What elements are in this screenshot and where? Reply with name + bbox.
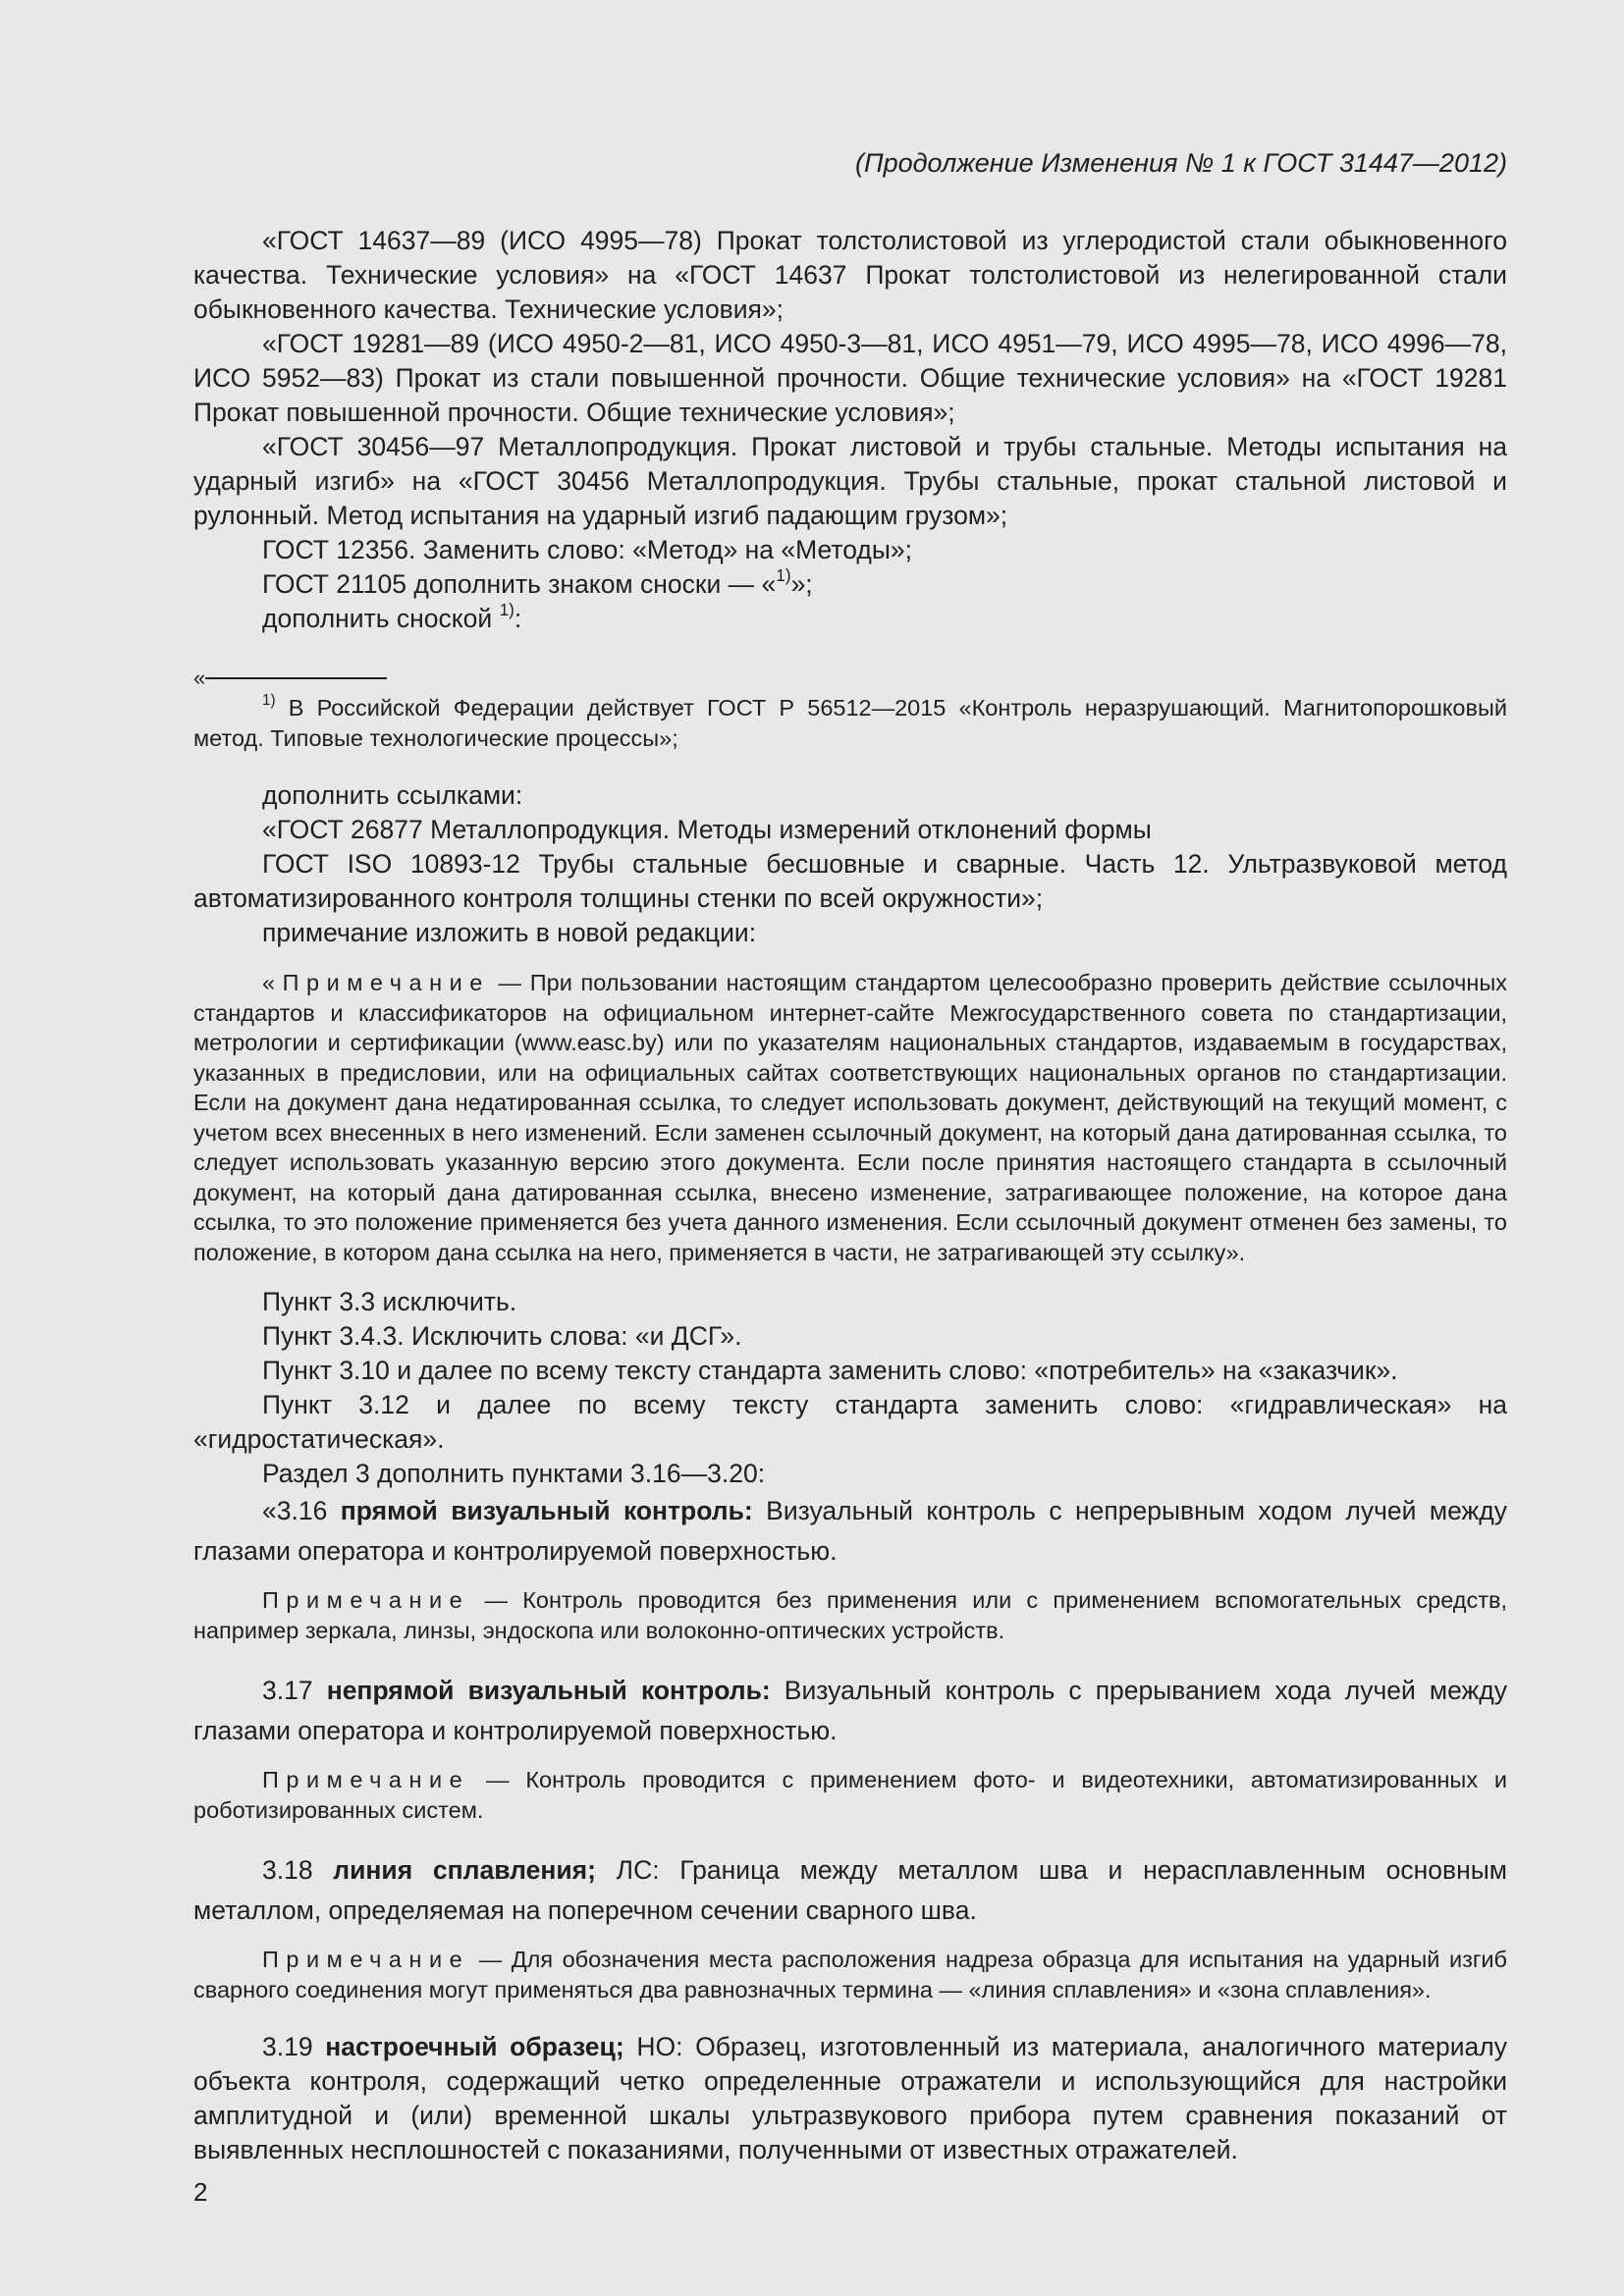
term-3-18-term: линия сплавления; xyxy=(333,1855,596,1885)
footnote-number: 1) xyxy=(262,691,276,709)
paragraph-add-refs: дополнить ссылками: xyxy=(262,780,523,810)
gost21105-text: ГОСТ 21105 дополнить знаком сноски — « xyxy=(262,569,777,599)
term-3-18-text: ЛС: Граница между металлом шва и нерасплавленным основным металлом, определяемая на поперечном сечении сварного шва. xyxy=(193,1855,1507,1925)
term-3-16-num: «3.16 xyxy=(262,1496,341,1525)
paragraph-gost14637: «ГОСТ 14637—89 (ИСО 4995—78) Прокат толстолистовой из углеродистой стали обыкновенного качества. Технические условия» на «ГОСТ 14637 Прокат толстолистовой из нелегированной стали обыкновенного качества. Технические условия»; xyxy=(193,226,1507,324)
term-3-19 xyxy=(193,2030,1507,2167)
paragraph-p310: Пункт 3.10 и далее по всему тексту стандарта заменить слово: «потребитель» на «заказчик». xyxy=(262,1356,1398,1385)
term-3-18 xyxy=(193,1850,1507,1931)
footnote-intro-text: дополнить сноской xyxy=(262,604,500,633)
term-3-17-text: Визуальный контроль с прерыванием хода лучей между глазами оператора и контролируемой поверхностью. xyxy=(193,1676,1507,1745)
paragraph-gost19281: «ГОСТ 19281—89 (ИСО 4950-2—81, ИСО 4950-3—81, ИСО 4951—79, ИСО 4995—78, ИСО 4996—78, ИСО 5952—83) Прокат из стали повышенной прочности. Общие технические условия» на «ГОСТ 19281 Прокат повышенной прочности. Общие технические условия»; xyxy=(193,329,1507,427)
note-main xyxy=(193,968,1507,1267)
note-3-17-label: Примечание xyxy=(262,1767,470,1792)
term-3-16-text: Визуальный контроль с непрерывным ходом лучей между глазами оператора и контролируемой поверхностью. xyxy=(193,1496,1507,1566)
paragraph-p312: Пункт 3.12 и далее по всему тексту стандарта заменить слово: «гидравлическая» на «гидростатическая». xyxy=(193,1390,1507,1454)
paragraph-footnote-intro xyxy=(193,599,1507,636)
term-3-19-term: настроечный образец; xyxy=(325,2032,624,2061)
term-3-18-num: 3.18 xyxy=(262,1855,334,1885)
note-3-16 xyxy=(193,1585,1507,1645)
term-3-19-num: 3.19 xyxy=(262,2032,326,2061)
page-number: 2 xyxy=(193,2177,208,2207)
paragraph-p343: Пункт 3.4.3. Исключить слова: «и ДСГ». xyxy=(262,1321,742,1351)
paragraph-gost30456: «ГОСТ 30456—97 Металлопродукция. Прокат листовой и трубы стальные. Методы испытания на ударный изгиб» на «ГОСТ 30456 Металлопродукция. Трубы стальные, прокат стальной листовой и рулонный. Метод испытания на ударный изгиб падающим грузом»; xyxy=(193,432,1507,530)
term-3-17-term: непрямой визуальный контроль: xyxy=(326,1676,771,1705)
footnote-separator xyxy=(193,667,1507,693)
footnote-intro-tail: : xyxy=(514,604,522,633)
page-header: (Продолжение Изменения № 1 к ГОСТ 31447—2012) xyxy=(855,148,1507,178)
paragraph-section3: Раздел 3 дополнить пунктами 3.16—3.20: xyxy=(262,1459,766,1488)
footnote-intro-ref: 1) xyxy=(499,599,514,619)
term-3-17 xyxy=(193,1671,1507,1751)
note-3-18-text: — Для обозначения места расположения надреза образца для испытания на ударный изгиб сварного соединения могут применяться два равнозначных термина — «линия сплавления» и «зона сплавления». xyxy=(193,1947,1507,2002)
note-main-text: — При пользовании настоящим стандартом целесообразно проверить действие ссылочных стандартов и классификаторов на официальном интернет-сайте Межгосударственного совета по стандартизации, метрологии и сертификации (www.easc.by) или по указателям национальных стандартов, издаваемым в государствах, указанных в предисловии, или на официальных сайтах соответствующих национальных органов по стандартизации. Если на документ дана недатированная ссылка, то следует использовать документ, действующий на текущий момент, с учетом всех внесенных в него изменений. Если заменен ссылочный документ, на который дана датированная ссылка, то следует использовать указанную версию этого документа. Если после принятия настоящего стандарта в ссылочный документ, на который дана датированная ссылка, внесено изменение, затрагивающее положение, на которое дана ссылка, то это положение применяется без учета данного изменения. Если ссылочный документ отменен без замены, то положение, в котором дана ссылка на него, применяется в части, не затрагивающей эту ссылку». xyxy=(193,970,1507,1265)
note-3-18-label: Примечание xyxy=(262,1947,470,1972)
gost21105-tail: »; xyxy=(790,569,813,599)
footnote-body: В Российской Федерации действует ГОСТ Р 56512—2015 «Контроль неразрушающий. Магнитопорошковый метод. Типовые технологические процессы»; xyxy=(193,695,1507,751)
term-3-16 xyxy=(193,1491,1507,1572)
term-3-16-term: прямой визуальный контроль: xyxy=(340,1496,753,1525)
note-3-16-text: — Контроль проводится без применения или с применением вспомогательных средств, например зеркала, линзы, эндоскопа или волоконно-оптических устройств. xyxy=(193,1587,1507,1643)
note-3-18 xyxy=(193,1945,1507,2004)
document-page xyxy=(193,145,1507,2210)
paragraph-p33: Пункт 3.3 исключить. xyxy=(262,1287,517,1316)
note-main-label: «Примечание xyxy=(262,970,490,995)
paragraph-note-intro: примечание изложить в новой редакции: xyxy=(262,918,757,947)
note-3-17 xyxy=(193,1765,1507,1825)
footnote-rule xyxy=(205,677,387,679)
paragraph-gost21105 xyxy=(193,564,1507,602)
note-3-17-text: — Контроль проводится с применением фото- и видеотехники, автоматизированных и роботизированных систем. xyxy=(193,1767,1507,1823)
footnote-ref: 1) xyxy=(776,564,791,585)
footnote-open-quote: « xyxy=(193,666,206,690)
paragraph-gost26877: «ГОСТ 26877 Металлопродукция. Методы измерений отклонений формы xyxy=(262,815,1152,844)
term-3-19-text: НО: Образец, изготовленный из материала, аналогичного материалу объекта контроля, содержащий четко определенные отражатели и использующийся для настройки амплитудной и (или) временной шкалы ультразвукового прибора путем сравнения показаний от выявленных несплошностей с показаниями, полученными от известных отражателей. xyxy=(193,2032,1507,2164)
paragraph-gost12356: ГОСТ 12356. Заменить слово: «Метод» на «Методы»; xyxy=(262,535,912,564)
footnote-text xyxy=(193,693,1507,753)
note-3-16-label: Примечание xyxy=(262,1587,470,1613)
term-3-17-num: 3.17 xyxy=(262,1676,327,1705)
paragraph-iso10893: ГОСТ ISO 10893-12 Трубы стальные бесшовные и сварные. Часть 12. Ультразвуковой метод автоматизированного контроля толщины стенки по всей окружности»; xyxy=(193,849,1507,913)
